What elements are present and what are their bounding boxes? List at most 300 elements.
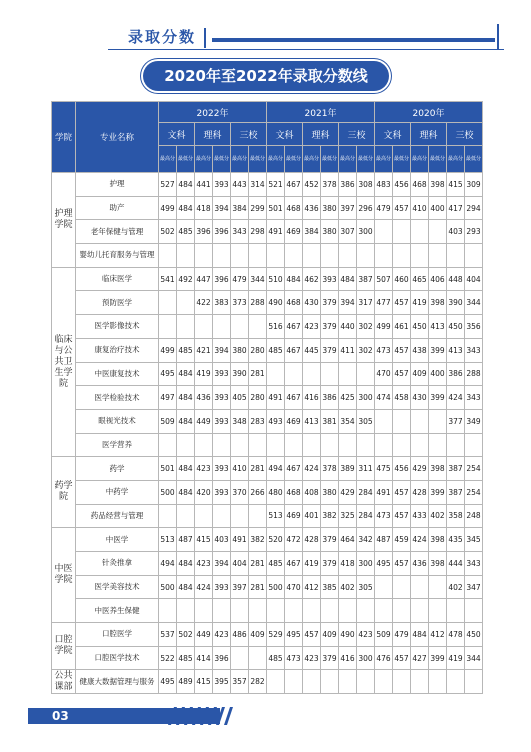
- header-min-score: 最低分: [213, 146, 231, 173]
- table-row: [52, 670, 483, 694]
- score-cell: 411: [339, 338, 357, 362]
- score-cell: [447, 433, 465, 457]
- major-name: 康复治疗技术: [76, 338, 159, 362]
- school-name: 中医学院: [52, 528, 76, 623]
- score-cell: 296: [357, 196, 375, 220]
- score-cell: [465, 433, 483, 457]
- score-cell: [411, 575, 429, 599]
- score-cell: 457: [393, 338, 411, 362]
- score-cell: 445: [303, 338, 321, 362]
- score-cell: 448: [447, 267, 465, 291]
- score-cell: 485: [177, 646, 195, 670]
- major-name: 助产: [76, 196, 159, 220]
- score-cell: 450: [465, 623, 483, 647]
- score-cell: [393, 220, 411, 244]
- score-cell: 476: [375, 646, 393, 670]
- score-cell: 379: [321, 291, 339, 315]
- table-row: [52, 623, 483, 647]
- score-cell: [393, 433, 411, 457]
- header-max-score: 最高分: [195, 146, 213, 173]
- score-cell: [339, 670, 357, 694]
- major-name: 中药学: [76, 480, 159, 504]
- score-cell: 485: [267, 338, 285, 362]
- score-cell: 450: [411, 315, 429, 339]
- score-cell: 343: [465, 338, 483, 362]
- score-cell: 479: [375, 196, 393, 220]
- score-cell: 354: [339, 409, 357, 433]
- score-cell: [393, 575, 411, 599]
- score-cell: 449: [195, 623, 213, 647]
- score-cell: 457: [393, 646, 411, 670]
- major-name: 中医养生保健: [76, 599, 159, 623]
- score-cell: [375, 599, 393, 623]
- score-cell: [177, 315, 195, 339]
- table-row: [52, 575, 483, 599]
- score-cell: 400: [429, 196, 447, 220]
- score-cell: 457: [393, 552, 411, 576]
- score-cell: 311: [357, 457, 375, 481]
- score-cell: 469: [285, 409, 303, 433]
- score-cell: 501: [267, 196, 285, 220]
- header-max-score: 最高分: [159, 146, 177, 173]
- major-name: 医学影像技术: [76, 315, 159, 339]
- score-cell: [429, 409, 447, 433]
- score-cell: 499: [375, 315, 393, 339]
- score-cell: 443: [231, 173, 249, 197]
- score-cell: 492: [177, 267, 195, 291]
- table-row: [52, 315, 483, 339]
- score-cell: [285, 670, 303, 694]
- score-cell: 410: [231, 457, 249, 481]
- score-cell: 479: [393, 623, 411, 647]
- score-cell: 424: [411, 528, 429, 552]
- score-cell: 474: [375, 386, 393, 410]
- score-cell: 457: [393, 504, 411, 528]
- score-cell: 383: [213, 291, 231, 315]
- score-cell: 380: [321, 196, 339, 220]
- score-cell: 384: [303, 220, 321, 244]
- score-cell: [231, 433, 249, 457]
- score-cell: [213, 244, 231, 268]
- score-cell: 398: [429, 173, 447, 197]
- major-name: 药学: [76, 457, 159, 481]
- score-cell: 409: [321, 623, 339, 647]
- score-cell: 419: [411, 291, 429, 315]
- major-name: 口腔医学: [76, 623, 159, 647]
- score-cell: 419: [195, 362, 213, 386]
- score-cell: 305: [357, 409, 375, 433]
- score-cell: 393: [213, 386, 231, 410]
- score-cell: 395: [213, 670, 231, 694]
- score-cell: [231, 646, 249, 670]
- score-cell: 456: [393, 173, 411, 197]
- score-cell: 497: [159, 386, 177, 410]
- score-cell: 473: [375, 338, 393, 362]
- score-cell: 478: [447, 623, 465, 647]
- score-cell: 402: [339, 575, 357, 599]
- score-cell: 529: [267, 623, 285, 647]
- score-cell: 425: [339, 386, 357, 410]
- score-cell: 410: [411, 196, 429, 220]
- score-cell: 430: [411, 386, 429, 410]
- score-cell: 281: [249, 575, 267, 599]
- score-cell: 394: [339, 291, 357, 315]
- score-cell: 309: [465, 173, 483, 197]
- score-cell: 381: [321, 409, 339, 433]
- score-cell: 414: [195, 646, 213, 670]
- score-cell: [339, 599, 357, 623]
- score-cell: 405: [231, 386, 249, 410]
- table-row: [52, 646, 483, 670]
- score-cell: 386: [321, 386, 339, 410]
- score-cell: 401: [303, 504, 321, 528]
- score-cell: 509: [375, 623, 393, 647]
- score-cell: 457: [393, 291, 411, 315]
- score-cell: 402: [429, 504, 447, 528]
- score-cell: [159, 504, 177, 528]
- header-subject: 理科: [303, 123, 339, 146]
- score-cell: 343: [465, 386, 483, 410]
- major-name: 中医学: [76, 528, 159, 552]
- score-cell: 423: [213, 623, 231, 647]
- score-cell: 396: [213, 646, 231, 670]
- score-cell: 387: [357, 267, 375, 291]
- score-cell: [339, 433, 357, 457]
- header-min-score: 最低分: [429, 146, 447, 173]
- score-cell: 444: [447, 552, 465, 576]
- table-row: [52, 244, 483, 268]
- score-cell: 416: [303, 386, 321, 410]
- score-cell: 513: [267, 504, 285, 528]
- score-cell: 308: [357, 173, 375, 197]
- score-cell: 384: [231, 196, 249, 220]
- table-row: [52, 196, 483, 220]
- score-cell: 486: [231, 623, 249, 647]
- score-cell: [375, 670, 393, 694]
- score-cell: 487: [375, 528, 393, 552]
- header-max-score: 最高分: [303, 146, 321, 173]
- score-cell: [357, 433, 375, 457]
- score-cell: 393: [213, 480, 231, 504]
- score-cell: 300: [357, 220, 375, 244]
- score-cell: 385: [321, 575, 339, 599]
- score-cell: 520: [267, 528, 285, 552]
- score-cell: 409: [411, 362, 429, 386]
- school-name: 临床与公共卫生学院: [52, 267, 76, 457]
- score-cell: 430: [303, 291, 321, 315]
- score-cell: 317: [357, 291, 375, 315]
- score-cell: [393, 670, 411, 694]
- score-cell: 499: [159, 196, 177, 220]
- score-cell: 394: [213, 338, 231, 362]
- score-cell: 423: [303, 315, 321, 339]
- score-cell: 456: [393, 457, 411, 481]
- score-cell: 423: [195, 552, 213, 576]
- score-cell: 470: [375, 362, 393, 386]
- score-cell: 379: [321, 646, 339, 670]
- score-cell: 435: [447, 528, 465, 552]
- score-cell: 387: [447, 457, 465, 481]
- score-cell: 521: [267, 173, 285, 197]
- score-cell: 424: [447, 386, 465, 410]
- score-cell: [411, 220, 429, 244]
- score-cell: 300: [357, 552, 375, 576]
- score-cell: [177, 433, 195, 457]
- score-cell: 393: [321, 267, 339, 291]
- score-cell: 500: [159, 480, 177, 504]
- table-row: [52, 338, 483, 362]
- score-cell: 493: [267, 409, 285, 433]
- score-cell: 402: [447, 575, 465, 599]
- score-cell: [249, 244, 267, 268]
- major-name: 医学检验技术: [76, 386, 159, 410]
- score-cell: 390: [231, 362, 249, 386]
- score-cell: 349: [465, 409, 483, 433]
- score-cell: [267, 362, 285, 386]
- score-cell: [321, 670, 339, 694]
- score-cell: [285, 244, 303, 268]
- score-cell: 509: [159, 409, 177, 433]
- header-major: 专业名称: [76, 102, 159, 173]
- score-cell: 500: [267, 575, 285, 599]
- score-cell: 485: [177, 338, 195, 362]
- score-cell: 479: [231, 267, 249, 291]
- header-divider: [204, 28, 206, 48]
- score-cell: 379: [321, 552, 339, 576]
- score-cell: 457: [393, 196, 411, 220]
- score-cell: 399: [429, 480, 447, 504]
- table-row: [52, 173, 483, 197]
- score-cell: 396: [195, 220, 213, 244]
- score-cell: [393, 599, 411, 623]
- score-cell: 396: [213, 220, 231, 244]
- score-cell: [213, 504, 231, 528]
- score-cell: 449: [195, 409, 213, 433]
- score-cell: [429, 220, 447, 244]
- score-cell: [447, 670, 465, 694]
- score-cell: 406: [429, 267, 447, 291]
- score-cell: 382: [249, 528, 267, 552]
- score-cell: 415: [195, 528, 213, 552]
- major-name: 护理: [76, 173, 159, 197]
- score-cell: 300: [357, 646, 375, 670]
- score-cell: [411, 670, 429, 694]
- score-cell: [231, 315, 249, 339]
- score-cell: 513: [159, 528, 177, 552]
- score-cell: 490: [267, 291, 285, 315]
- score-cell: 436: [303, 196, 321, 220]
- score-cell: 266: [249, 480, 267, 504]
- score-cell: 413: [303, 409, 321, 433]
- score-cell: 462: [303, 267, 321, 291]
- major-name: 针灸推拿: [76, 552, 159, 576]
- score-cell: 495: [375, 552, 393, 576]
- score-cell: [357, 362, 375, 386]
- score-cell: [303, 433, 321, 457]
- score-cell: [429, 433, 447, 457]
- score-cell: 452: [303, 173, 321, 197]
- score-cell: [231, 244, 249, 268]
- score-cell: 347: [465, 575, 483, 599]
- score-cell: 436: [411, 552, 429, 576]
- header-subject: 三校: [339, 123, 375, 146]
- score-cell: 344: [465, 291, 483, 315]
- score-cell: [213, 433, 231, 457]
- score-cell: 464: [339, 528, 357, 552]
- score-cell: 403: [213, 528, 231, 552]
- score-cell: 489: [177, 670, 195, 694]
- score-cell: [375, 433, 393, 457]
- header-subject: 理科: [411, 123, 447, 146]
- header-min-score: 最低分: [393, 146, 411, 173]
- score-cell: 429: [411, 457, 429, 481]
- header-subject: 三校: [231, 123, 267, 146]
- score-cell: 418: [339, 552, 357, 576]
- score-cell: [195, 315, 213, 339]
- score-cell: 495: [159, 670, 177, 694]
- score-cell: [465, 670, 483, 694]
- score-cell: 342: [357, 528, 375, 552]
- score-cell: [303, 362, 321, 386]
- score-cell: 379: [321, 528, 339, 552]
- score-cell: 398: [429, 552, 447, 576]
- header-min-score: 最低分: [177, 146, 195, 173]
- score-cell: 380: [321, 220, 339, 244]
- table-row: [52, 362, 483, 386]
- score-cell: 423: [195, 457, 213, 481]
- score-cell: 288: [249, 291, 267, 315]
- score-cell: 314: [249, 173, 267, 197]
- table-row: [52, 457, 483, 481]
- score-cell: 484: [411, 623, 429, 647]
- header-min-score: 最低分: [285, 146, 303, 173]
- header-title: 录取分数: [128, 28, 197, 46]
- table-row: [52, 386, 483, 410]
- score-cell: 399: [429, 386, 447, 410]
- score-cell: 390: [447, 291, 465, 315]
- score-cell: 397: [339, 196, 357, 220]
- score-cell: [303, 670, 321, 694]
- score-cell: [213, 315, 231, 339]
- score-cell: [375, 244, 393, 268]
- score-cell: 510: [267, 267, 285, 291]
- score-cell: [465, 244, 483, 268]
- score-cell: 400: [429, 362, 447, 386]
- score-cell: 389: [339, 457, 357, 481]
- table-row: [52, 552, 483, 576]
- score-cell: 343: [231, 220, 249, 244]
- score-cell: 433: [411, 504, 429, 528]
- score-cell: 484: [177, 480, 195, 504]
- score-cell: [267, 670, 285, 694]
- score-cell: 409: [249, 623, 267, 647]
- score-cell: 377: [447, 409, 465, 433]
- score-cell: 408: [303, 480, 321, 504]
- score-cell: 457: [393, 480, 411, 504]
- score-cell: [177, 504, 195, 528]
- score-cell: 420: [195, 480, 213, 504]
- score-cell: 344: [249, 267, 267, 291]
- score-cell: 302: [357, 338, 375, 362]
- score-cell: 516: [267, 315, 285, 339]
- header-min-score: 最低分: [249, 146, 267, 173]
- score-cell: [321, 599, 339, 623]
- score-cell: 394: [213, 552, 231, 576]
- header-max-score: 最高分: [231, 146, 249, 173]
- score-cell: [195, 433, 213, 457]
- score-cell: 491: [231, 528, 249, 552]
- score-cell: 483: [375, 173, 393, 197]
- score-cell: 495: [285, 623, 303, 647]
- score-cell: 378: [321, 457, 339, 481]
- score-cell: 343: [465, 552, 483, 576]
- major-name: 口腔医学技术: [76, 646, 159, 670]
- score-cell: [375, 220, 393, 244]
- score-cell: 484: [177, 173, 195, 197]
- score-cell: [159, 315, 177, 339]
- score-cell: [411, 244, 429, 268]
- score-cell: 344: [465, 646, 483, 670]
- score-cell: 422: [195, 291, 213, 315]
- score-cell: 393: [213, 173, 231, 197]
- score-cell: 415: [447, 173, 465, 197]
- score-cell: [267, 244, 285, 268]
- score-cell: 499: [159, 338, 177, 362]
- score-cell: 460: [393, 267, 411, 291]
- table-row: [52, 480, 483, 504]
- score-cell: 537: [159, 623, 177, 647]
- score-cell: [411, 433, 429, 457]
- score-cell: 484: [177, 457, 195, 481]
- score-cell: 436: [195, 386, 213, 410]
- score-cell: 307: [339, 220, 357, 244]
- score-cell: 399: [429, 338, 447, 362]
- score-cell: 397: [231, 575, 249, 599]
- score-cell: 470: [285, 575, 303, 599]
- score-cell: [411, 599, 429, 623]
- score-cell: 484: [177, 409, 195, 433]
- score-cell: 386: [339, 173, 357, 197]
- score-cell: [267, 433, 285, 457]
- table-row: [52, 409, 483, 433]
- score-cell: [447, 244, 465, 268]
- score-cell: 495: [159, 362, 177, 386]
- major-name: 医学营养: [76, 433, 159, 457]
- score-cell: [375, 409, 393, 433]
- score-cell: 294: [465, 196, 483, 220]
- score-cell: 484: [285, 267, 303, 291]
- score-cell: 413: [447, 338, 465, 362]
- header-min-score: 最低分: [357, 146, 375, 173]
- header-max-score: 最高分: [339, 146, 357, 173]
- page-number: 03: [52, 709, 69, 723]
- score-cell: 485: [267, 646, 285, 670]
- score-cell: 424: [195, 575, 213, 599]
- header-subject: 理科: [195, 123, 231, 146]
- score-cell: 254: [465, 480, 483, 504]
- score-cell: [285, 599, 303, 623]
- score-cell: [303, 599, 321, 623]
- score-cell: [159, 599, 177, 623]
- score-cell: 413: [429, 315, 447, 339]
- score-cell: 467: [285, 457, 303, 481]
- major-name: 老年保健与管理: [76, 220, 159, 244]
- score-cell: [429, 244, 447, 268]
- score-cell: 480: [267, 480, 285, 504]
- score-cell: 282: [249, 670, 267, 694]
- score-cell: [339, 362, 357, 386]
- score-cell: 345: [465, 528, 483, 552]
